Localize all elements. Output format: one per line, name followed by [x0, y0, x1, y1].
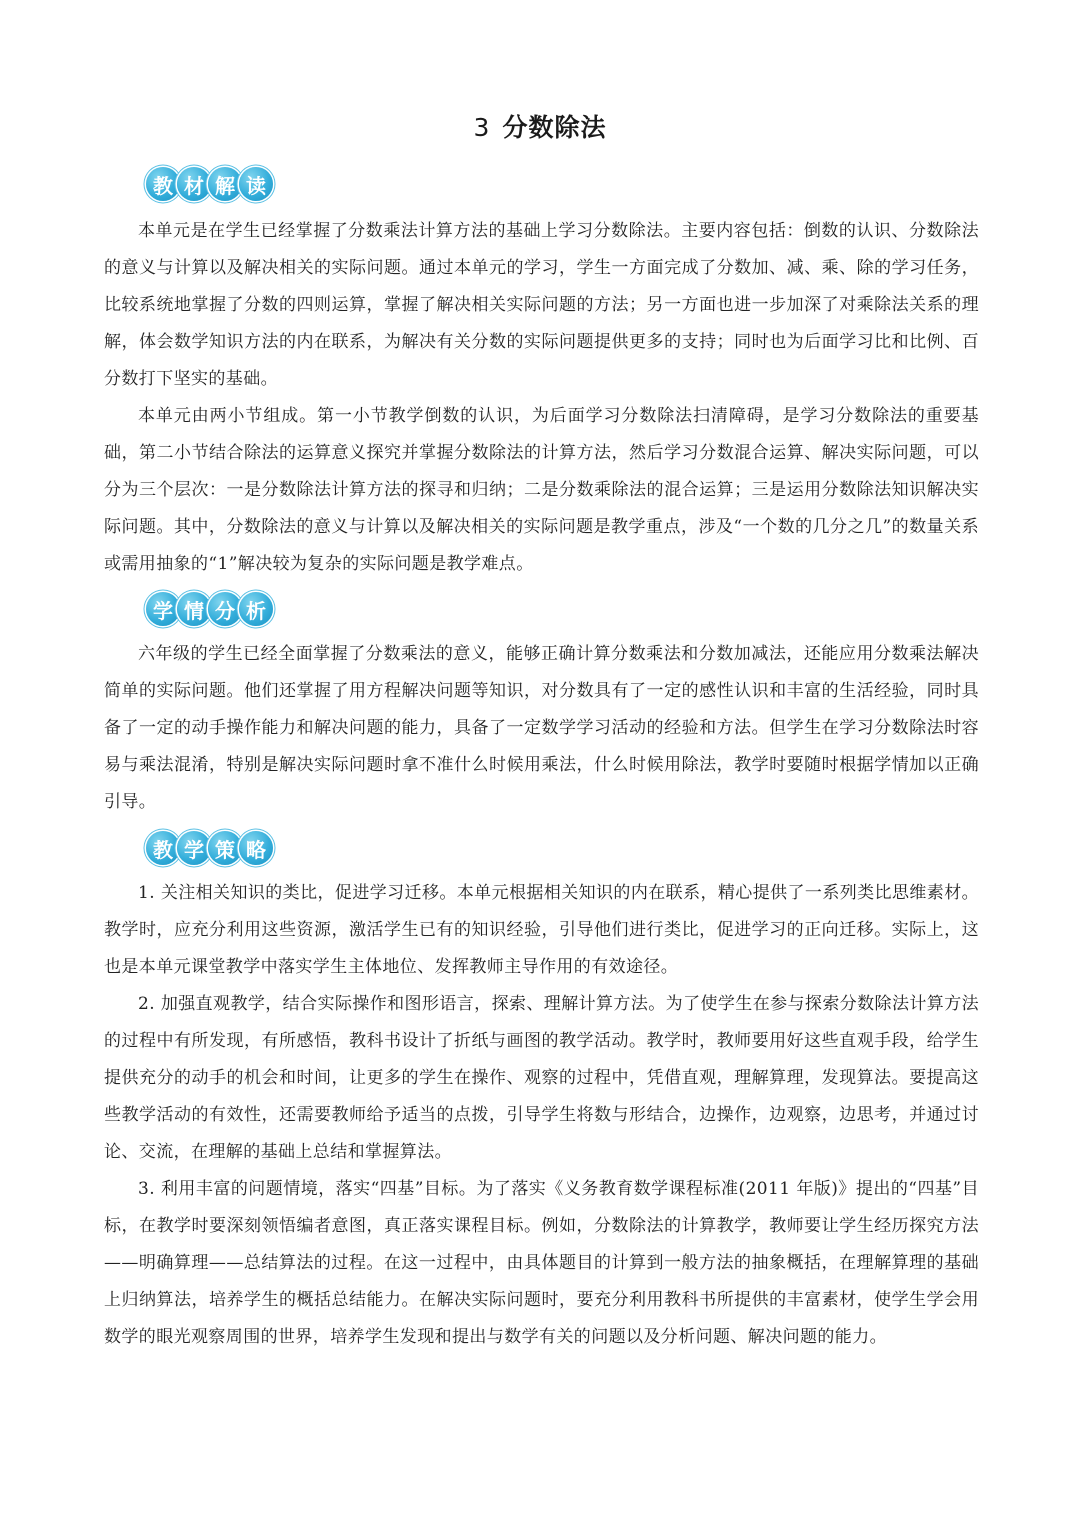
section-heading-badge	[146, 165, 979, 203]
heading-char: 策	[208, 831, 242, 865]
section-heading-badge	[146, 590, 979, 628]
chapter-title: 分数除法	[502, 113, 607, 142]
heading-char: 材	[177, 167, 211, 201]
paragraph: 1. 关注相关知识的类比，促进学习迁移。本单元根据相关知识的内在联系，精心提供了一系列类比思维素材。教学时，应充分利用这些资源，激活学生已有的知识经验，引导他们进行类比，促进学习的正向迁移。实际上，这也是本单元课堂教学中落实学生主体地位、发挥教师主导作用的有效途径。	[104, 883, 979, 977]
heading-char: 析	[239, 592, 273, 626]
paragraph: 六年级的学生已经全面掌握了分数乘法的意义，能够正确计算分数乘法和分数加减法，还能应用分数乘法解决简单的实际问题。他们还掌握了用方程解决问题等知识，对分数具有了一定的感性认识和丰富的生活经验，同时具备了一定的动手操作能力和解决问题的能力，具备了一定数学学习活动的经验和方法。但学生在学习分数除法时容易与乘法混淆，特别是解决实际问题时拿不准什么时候用乘法，什么时候用除法，教学时要随时根据学情加以正确引导。	[104, 644, 979, 812]
paragraph: 2. 加强直观教学，结合实际操作和图形语言，探索、理解计算方法。为了使学生在参与探索分数除法计算方法的过程中有所发现，有所感悟，教科书设计了折纸与画图的教学活动。教学时，教师要用好这些直观手段，给学生提供充分的动手的机会和时间，让更多的学生在操作、观察的过程中，凭借直观，理解算理，发现算法。要提高这些教学活动的有效性，还需要教师给予适当的点拨，引导学生将数与形结合，边操作，边观察，边思考，并通过讨论、交流，在理解的基础上总结和掌握算法。	[104, 994, 979, 1162]
section-heading-badge	[146, 829, 979, 867]
paragraph: 3. 利用丰富的问题情境，落实“四基”目标。为了落实《义务教育数学课程标准(2011 年版)》提出的“四基”目标，在教学时要深刻领悟编者意图，真正落实课程目标。例如，分数除法的计算教学，教师要让学生经历探究方法——明确算理——总结算法的过程。在这一过程中，由具体题目的计算到一般方法的抽象概括，在理解算理的基础上归纳算法，培养学生的概括总结能力。在解决实际问题时，要充分利用教科书所提供的丰富素材，使学生学会用数学的眼光观察周围的世界，培养学生发现和提出与数学有关的问题以及分析问题、解决问题的能力。	[104, 1179, 979, 1347]
page-title	[0, 108, 1080, 144]
heading-char: 教	[146, 167, 180, 201]
heading-char: 分	[208, 592, 242, 626]
heading-char: 教	[146, 831, 180, 865]
chapter-number: 3	[473, 113, 491, 142]
paragraph: 本单元是在学生已经掌握了分数乘法计算方法的基础上学习分数除法。主要内容包括：倒数的认识、分数除法的意义与计算以及解决相关的实际问题。通过本单元的学习，学生一方面完成了分数加、减、乘、除的学习任务，比较系统地掌握了分数的四则运算，掌握了解决相关实际问题的方法；另一方面也进一步加深了对乘除法关系的理解，体会数学知识方法的内在联系，为解决有关分数的实际问题提供更多的支持；同时也为后面学习比和比例、百分数打下坚实的基础。	[104, 221, 979, 389]
heading-char: 解	[208, 167, 242, 201]
heading-char: 读	[239, 167, 273, 201]
section-teaching-strategy	[104, 829, 979, 1356]
section-textbook-reading	[104, 165, 979, 583]
paragraph: 本单元由两小节组成。第一小节教学倒数的认识，为后面学习分数除法扫清障碍，是学习分数除法的重要基础，第二小节结合除法的运算意义探究并掌握分数除法的计算方法，然后学习分数混合运算、解决实际问题，可以分为三个层次：一是分数除法计算方法的探寻和归纳；二是分数乘除法的混合运算；三是运用分数除法知识解决实际问题。其中，分数除法的意义与计算以及解决相关的实际问题是教学重点，涉及“一个数的几分之几”的数量关系或需用抽象的“1”解决较为复杂的实际问题是教学难点。	[104, 406, 979, 574]
heading-char: 略	[239, 831, 273, 865]
heading-char: 学	[177, 831, 211, 865]
heading-char: 情	[177, 592, 211, 626]
heading-char: 学	[146, 592, 180, 626]
section-student-analysis	[104, 590, 979, 821]
